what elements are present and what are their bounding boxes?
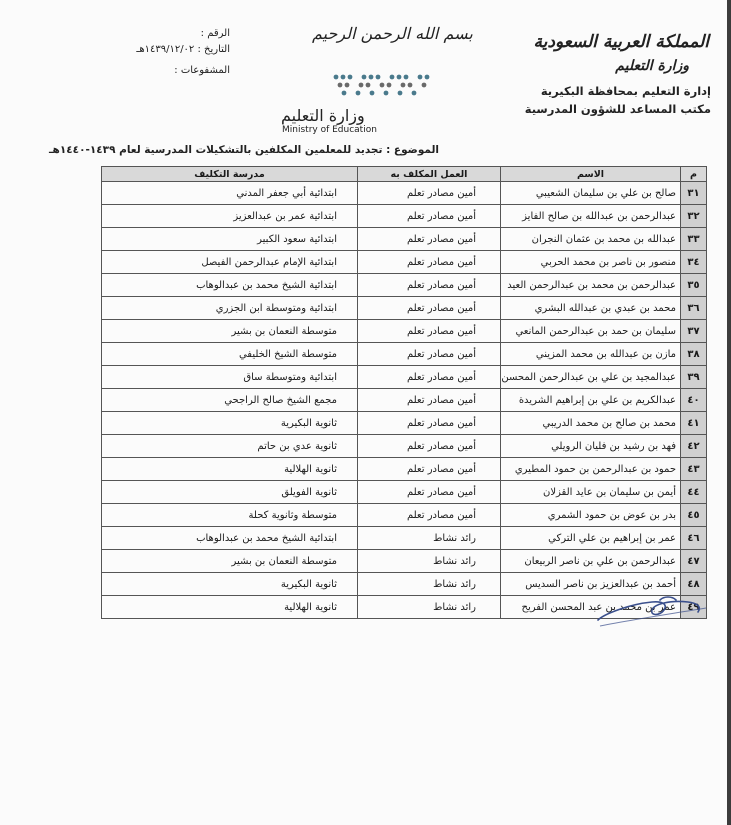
table-row (102, 274, 707, 297)
basmala: بسم الله الرحمن الرحيم (312, 24, 473, 43)
ministry-calligraphy: وزارة التعليم (615, 58, 689, 74)
assigned-role: أمين مصادر تعلم (358, 182, 501, 205)
table-row (102, 251, 707, 274)
assigned-school: ابتدائية عمر بن عبدالعزيز (102, 205, 358, 228)
assigned-school: ابتدائية الشيخ محمد بن عبدالوهاب (102, 274, 358, 297)
assigned-role: أمين مصادر تعلم (358, 297, 501, 320)
teacher-name: عمر بن إبراهيم بن علي التركي (501, 527, 681, 550)
table-row (102, 504, 707, 527)
assignments-table (101, 166, 707, 619)
table-row (102, 343, 707, 366)
teacher-name: أحمد بن عبدالعزيز بن ناصر السديس (501, 573, 681, 596)
assigned-role: أمين مصادر تعلم (358, 320, 501, 343)
assigned-school: مجمع الشيخ صالح الراجحي (102, 389, 358, 412)
assigned-role: رائد نشاط (358, 573, 501, 596)
table-row (102, 481, 707, 504)
teacher-name: صالح بن علي بن سليمان الشعيبي (501, 182, 681, 205)
assigned-role: رائد نشاط (358, 596, 501, 619)
assigned-school: متوسطة النعمان بن بشير (102, 550, 358, 573)
table-row (102, 389, 707, 412)
header-work: العمل المكلف به (358, 167, 501, 182)
row-number: ٣٣ (681, 228, 707, 251)
ministry-logo-icon (330, 72, 434, 100)
assigned-school: ثانوية الهلالية (102, 458, 358, 481)
teacher-name: محمد بن عبدي بن عبدالله البشري (501, 297, 681, 320)
header-school: مدرسة التكليف (102, 167, 358, 182)
table-row (102, 182, 707, 205)
table-header-row (102, 167, 707, 182)
row-number: ٣٢ (681, 205, 707, 228)
assigned-school: ابتدائية ومتوسطة ابن الجزري (102, 297, 358, 320)
row-number: ٤٤ (681, 481, 707, 504)
assigned-school: ثانوية الهلالية (102, 596, 358, 619)
assigned-school: ابتدائية الإمام عبدالرحمن الفيصل (102, 251, 358, 274)
row-number: ٣٦ (681, 297, 707, 320)
row-number: ٣٨ (681, 343, 707, 366)
assigned-role: أمين مصادر تعلم (358, 251, 501, 274)
teacher-name: عبدالله بن محمد بن عثمان النجران (501, 228, 681, 251)
teacher-name: حمود بن عبدالرحمن بن حمود المطيري (501, 458, 681, 481)
assigned-school: ابتدائية الشيخ محمد بن عبدالوهاب (102, 527, 358, 550)
assigned-role: أمين مصادر تعلم (358, 481, 501, 504)
teacher-name: محمد بن صالح بن محمد الدريبي (501, 412, 681, 435)
assigned-school: ابتدائية سعود الكبير (102, 228, 358, 251)
row-number: ٤٣ (681, 458, 707, 481)
assigned-role: أمين مصادر تعلم (358, 412, 501, 435)
row-number: ٤٢ (681, 435, 707, 458)
table-row (102, 320, 707, 343)
teacher-name: عمر بن محمد بن عبد المحسن الفريح (501, 596, 681, 619)
teacher-name: عبدالرحمن بن محمد بن عبدالرحمن العيد (501, 274, 681, 297)
page-edge (727, 0, 731, 825)
teacher-name: عبدالكريم بن علي بن إبراهيم الشريدة (501, 389, 681, 412)
row-number: ٤٧ (681, 550, 707, 573)
teacher-name: منصور بن ناصر بن محمد الحربي (501, 251, 681, 274)
assigned-role: رائد نشاط (358, 527, 501, 550)
assigned-role: أمين مصادر تعلم (358, 389, 501, 412)
assigned-role: أمين مصادر تعلم (358, 205, 501, 228)
header-num: م (681, 167, 707, 182)
teacher-name: عبدالمجيد بن علي بن عبدالرحمن المحسن (501, 366, 681, 389)
table-row (102, 366, 707, 389)
teacher-name: عبدالرحمن بن علي بن ناصر الربيعان (501, 550, 681, 573)
date-label: التاريخ : ١٤٣٩/١٢/٠٢هـ (136, 44, 230, 55)
teacher-name: سليمان بن حمد بن عبدالرحمن المانعي (501, 320, 681, 343)
assigned-role: أمين مصادر تعلم (358, 435, 501, 458)
table-row (102, 458, 707, 481)
row-number: ٤١ (681, 412, 707, 435)
assigned-school: ثانوية البكيرية (102, 412, 358, 435)
assigned-school: متوسطة النعمان بن بشير (102, 320, 358, 343)
table-row (102, 205, 707, 228)
teacher-name: عبدالرحمن بن عبدالله بن صالح الفايز (501, 205, 681, 228)
kingdom-title: المملكة العربية السعودية (533, 32, 709, 52)
table-row (102, 550, 707, 573)
ministry-name-arabic: وزارة التعليم (281, 106, 365, 125)
ministry-name-english: Ministry of Education (282, 125, 377, 135)
subject-line: الموضوع : تجديد للمعلمين المكلفين بالتشكيلات المدرسية لعام ١٤٣٩-١٤٤٠هـ (48, 144, 439, 156)
assigned-role: أمين مصادر تعلم (358, 343, 501, 366)
assigned-role: رائد نشاط (358, 550, 501, 573)
assigned-role: أمين مصادر تعلم (358, 274, 501, 297)
teacher-name: مازن بن عبدالله بن محمد المزيني (501, 343, 681, 366)
attachments-label: المشفوعات : (174, 65, 230, 76)
table-row (102, 228, 707, 251)
table-row (102, 435, 707, 458)
assigned-school: متوسطة الشيخ الخليفي (102, 343, 358, 366)
department-line-2: مكتب المساعد للشؤون المدرسية (524, 102, 711, 116)
assigned-role: أمين مصادر تعلم (358, 458, 501, 481)
assigned-school: متوسطة وثانوية كحلة (102, 504, 358, 527)
teacher-name: أيمن بن سليمان بن عايد القزلان (501, 481, 681, 504)
row-number: ٣٤ (681, 251, 707, 274)
row-number: ٣٧ (681, 320, 707, 343)
teacher-name: فهد بن رشيد بن فليان الرويلي (501, 435, 681, 458)
assigned-school: ثانوية عدي بن حاتم (102, 435, 358, 458)
row-number: ٤٠ (681, 389, 707, 412)
row-number: ٣١ (681, 182, 707, 205)
table-row (102, 527, 707, 550)
reference-label: الرقم : (200, 28, 230, 39)
assigned-role: أمين مصادر تعلم (358, 228, 501, 251)
table-row (102, 297, 707, 320)
header-name: الاسم (501, 167, 681, 182)
assigned-school: ثانوية الفويلق (102, 481, 358, 504)
assigned-school: ابتدائية أبي جعفر المدني (102, 182, 358, 205)
row-number: ٤٨ (681, 573, 707, 596)
row-number: ٤٩ (681, 596, 707, 619)
assigned-role: أمين مصادر تعلم (358, 366, 501, 389)
teacher-name: بدر بن عوض بن حمود الشمري (501, 504, 681, 527)
row-number: ٤٥ (681, 504, 707, 527)
assigned-school: ثانوية البكيرية (102, 573, 358, 596)
row-number: ٤٦ (681, 527, 707, 550)
assigned-school: ابتدائية ومتوسطة ساق (102, 366, 358, 389)
row-number: ٣٩ (681, 366, 707, 389)
department-line-1: إدارة التعليم بمحافظة البكيرية (540, 84, 711, 98)
handwritten-signature (590, 590, 710, 630)
table-row (102, 412, 707, 435)
row-number: ٣٥ (681, 274, 707, 297)
assigned-role: أمين مصادر تعلم (358, 504, 501, 527)
